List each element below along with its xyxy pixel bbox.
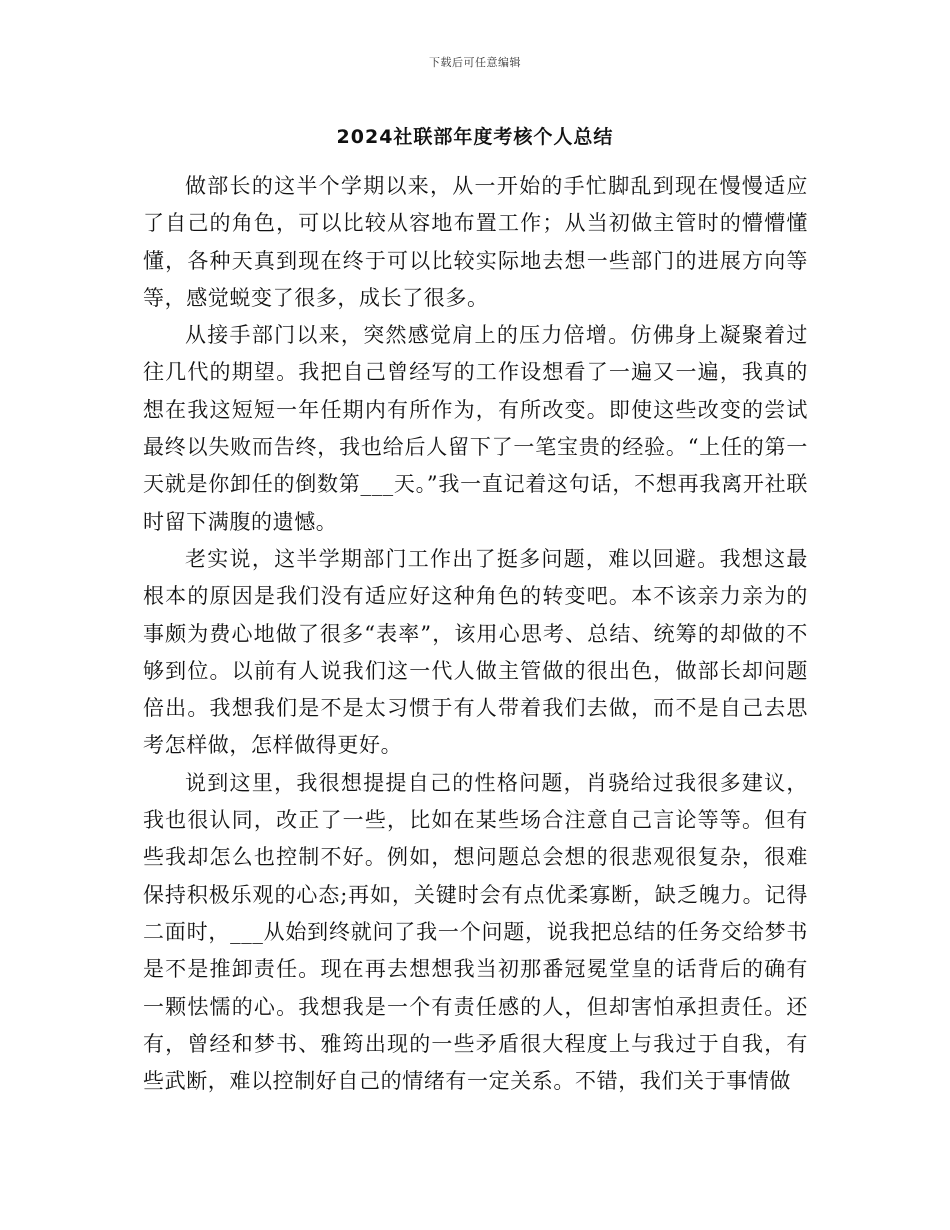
paragraph: 从接手部门以来，突然感觉肩上的压力倍增。仿佛身上凝聚着过往几代的期望。我把自己曾经写的工作设想看了一遍又一遍，我真的想在我这短短一年任期内有所作为，有所改变。即使这些改变的尝试最终以失败而告终，我也给后人留下了一笔宝贵的经验。“上任的第一天就是你卸任的倒数第___天。”我一直记着这句话，不想再我离开社联时留下满腹的遗憾。 — [143, 323, 808, 534]
header-note: 下载后可任意编辑 — [429, 56, 521, 69]
document-body — [143, 168, 808, 1100]
paragraph: 说到这里，我很想提提自己的性格问题，肖骁给过我很多建议，我也很认同，改正了一些，比如在某些场合注意自己言论等等。但有些我却怎么也控制不好。例如，想问题总会想的很悲观很复杂，很难保持积极乐观的心态;再如，关键时会有点优柔寡断，缺乏魄力。记得二面时，___从始到终就问了我一个问题，说我把总结的任务交给梦书是不是推卸责任。现在再去想想我当初那番冠冕堂皇的话背后的确有一颗怯懦的心。我想我是一个有责任感的人，但却害怕承担责任。还有，曾经和梦书、雅筠出现的一些矛盾很大程度上与我过于自我，有些武断，难以控制好自己的情绪有一定关系。不错，我们关于事情做 — [143, 770, 808, 1094]
document-title: 2024社联部年度考核个人总结 — [336, 126, 614, 148]
paragraph: 做部长的这半个学期以来，从一开始的手忙脚乱到现在慢慢适应了自己的角色，可以比较从容地布置工作；从当初做主管时的懵懵懂懂，各种天真到现在终于可以比较实际地去想一些部门的进展方向等等，感觉蜕变了很多，成长了很多。 — [143, 174, 808, 310]
paragraph: 老实说，这半学期部门工作出了挺多问题，难以回避。我想这最根本的原因是我们没有适应好这种角色的转变吧。本不该亲力亲为的事颇为费心地做了很多“表率”，该用心思考、总结、统筹的却做的不够到位。以前有人说我们这一代人做主管做的很出色，做部长却问题倍出。我想我们是不是太习惯于有人带着我们去做，而不是自己去思考怎样做，怎样做得更好。 — [143, 546, 808, 758]
